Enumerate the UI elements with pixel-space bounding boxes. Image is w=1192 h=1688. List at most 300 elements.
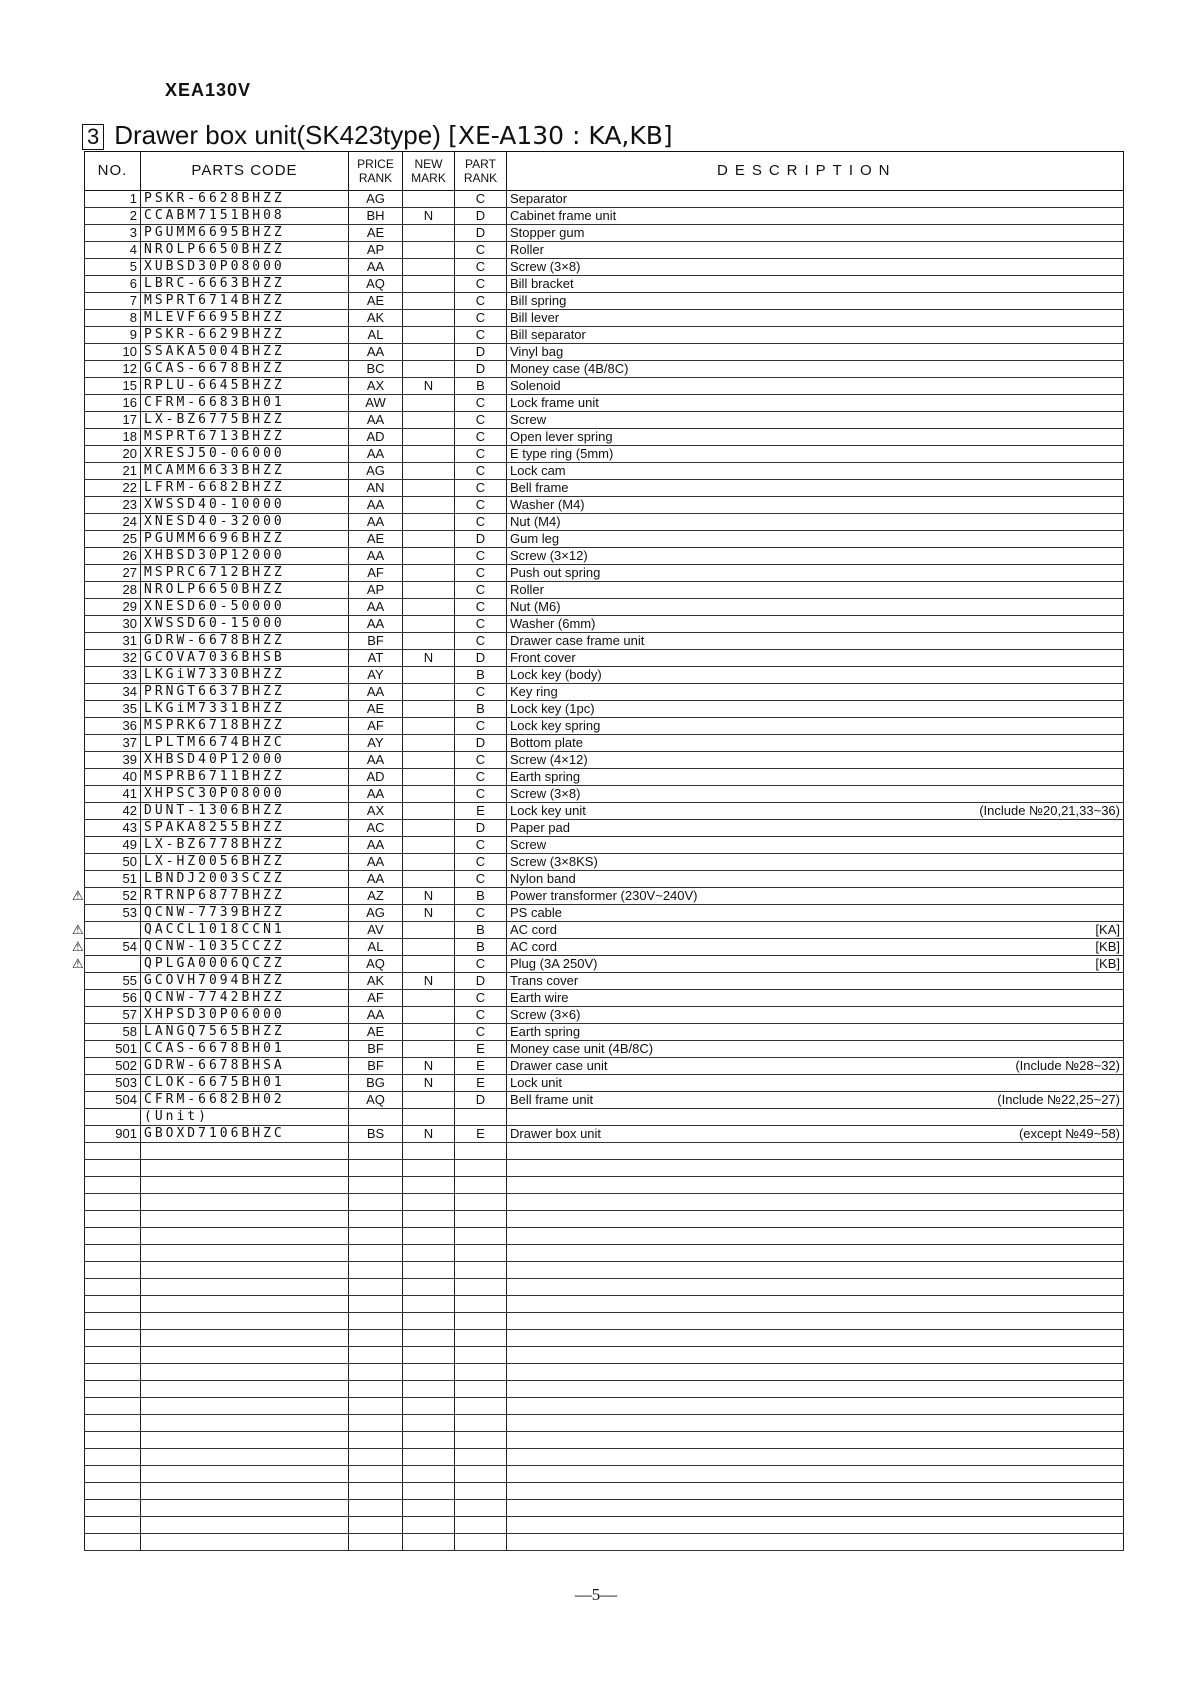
row-description [507,1092,1124,1109]
description-text: Drawer box unit [510,1126,602,1141]
row-parts-code [141,1500,349,1517]
col-price-rank: PRICE RANK [349,152,403,191]
row-parts-code: CFRM-6683BH01 [141,395,349,412]
row-new-mark: N [403,650,455,667]
table-row [85,1211,1124,1228]
row-no: 26 [85,548,141,565]
table-row [85,378,1124,395]
row-part-rank [455,1347,507,1364]
row-no: 502 [85,1058,141,1075]
description-text: Earth wire [510,990,569,1005]
row-new-mark [403,803,455,820]
row-description [507,1296,1124,1313]
row-parts-code: DUNT-1306BHZZ [141,803,349,820]
description-text: Screw (3×8) [510,786,581,801]
row-new-mark [403,752,455,769]
row-no: 4 [85,242,141,259]
table-row [85,582,1124,599]
row-parts-code: GCŌVA7036BHSB [141,650,349,667]
row-price-rank: AP [349,242,403,259]
row-price-rank [349,1347,403,1364]
table-row [85,973,1124,990]
row-description [507,208,1124,225]
row-part-rank: C [455,752,507,769]
row-price-rank: AF [349,990,403,1007]
table-row [85,1432,1124,1449]
row-parts-code [141,1449,349,1466]
row-new-mark [403,1534,455,1551]
row-parts-code: CFRM-6682BH02 [141,1092,349,1109]
row-no: 40 [85,769,141,786]
row-parts-code [141,1279,349,1296]
section-title-text: Drawer box unit(SK423type) [114,120,441,150]
row-no: 9 [85,327,141,344]
description-text: Screw (3×12) [510,548,588,563]
description-text: Washer (M4) [510,497,585,512]
row-no [85,1160,141,1177]
table-row [85,1194,1124,1211]
row-price-rank [349,1296,403,1313]
row-no [85,1228,141,1245]
row-description [507,1279,1124,1296]
description-text: Lock key spring [510,718,601,733]
row-price-rank: AF [349,565,403,582]
row-description [507,1041,1124,1058]
row-part-rank: C [455,497,507,514]
row-new-mark [403,939,455,956]
row-price-rank [349,1330,403,1347]
table-row [85,701,1124,718]
row-price-rank: AY [349,735,403,752]
row-parts-code: QCNW-7739BHZZ [141,905,349,922]
row-description [507,463,1124,480]
row-price-rank: BC [349,361,403,378]
row-no [85,1500,141,1517]
row-description [507,225,1124,242]
description-text: Key ring [510,684,558,699]
row-no [85,1466,141,1483]
description-text: Roller [510,582,544,597]
table-row [85,1143,1124,1160]
row-part-rank: C [455,769,507,786]
row-new-mark [403,1364,455,1381]
row-new-mark: N [403,1075,455,1092]
table-row [85,633,1124,650]
row-parts-code [141,1296,349,1313]
row-part-rank: C [455,718,507,735]
row-no: 25 [85,531,141,548]
row-new-mark [403,1347,455,1364]
row-parts-code: XHPSD30P06000 [141,1007,349,1024]
row-description [507,1313,1124,1330]
row-part-rank [455,1364,507,1381]
row-description [507,1126,1124,1143]
row-part-rank: D [455,1092,507,1109]
description-text: Lock frame unit [510,395,599,410]
row-part-rank [455,1194,507,1211]
page-number: —5— [574,1585,618,1604]
row-new-mark [403,854,455,871]
col-new-mark: NEW MARK [403,152,455,191]
description-text: Screw (3×8KS) [510,854,598,869]
row-no [85,1347,141,1364]
row-description [507,905,1124,922]
row-price-rank: BH [349,208,403,225]
row-description [507,667,1124,684]
table-row [85,1398,1124,1415]
section-model-bracket: [XE-A130 : KA,KB] [448,121,673,150]
row-no: 43 [85,820,141,837]
row-new-mark: N [403,905,455,922]
row-price-rank [349,1364,403,1381]
row-description [507,582,1124,599]
row-no: 1 [85,191,141,208]
row-no [85,1245,141,1262]
table-row [85,1160,1124,1177]
row-parts-code: XHPSC30P08000 [141,786,349,803]
row-no [85,1177,141,1194]
description-text: Push out spring [510,565,601,580]
row-new-mark [403,1177,455,1194]
row-price-rank [349,1211,403,1228]
row-new-mark [403,412,455,429]
row-price-rank: AQ [349,1092,403,1109]
row-description [507,1058,1124,1075]
description-text: Vinyl bag [510,344,564,359]
row-new-mark [403,1262,455,1279]
row-description [507,1075,1124,1092]
row-part-rank: D [455,208,507,225]
row-part-rank: C [455,565,507,582]
row-no: 24 [85,514,141,531]
row-no: 503 [85,1075,141,1092]
row-parts-code: CCABM7151BH08 [141,208,349,225]
row-part-rank [455,1483,507,1500]
row-part-rank [455,1211,507,1228]
row-price-rank [349,1432,403,1449]
table-row [85,1245,1124,1262]
row-price-rank [349,1194,403,1211]
row-new-mark [403,633,455,650]
row-no: 901 [85,1126,141,1143]
description-text: Cabinet frame unit [510,208,617,223]
row-no: 27 [85,565,141,582]
row-no [85,1415,141,1432]
description-note: [KA] [1095,922,1120,937]
row-parts-code: GDRW-6678BHSA [141,1058,349,1075]
row-no: 51 [85,871,141,888]
row-parts-code: XWSSD40-10000 [141,497,349,514]
row-price-rank: AA [349,599,403,616]
section-title [82,120,673,151]
row-description [507,327,1124,344]
row-new-mark [403,1211,455,1228]
model-number: XEA130V [165,80,252,100]
row-parts-code: MSPRC6712BHZZ [141,565,349,582]
description-text: Bell frame unit [510,1092,594,1107]
row-description [507,378,1124,395]
description-text: Open lever spring [510,429,613,444]
row-price-rank [349,1262,403,1279]
row-part-rank [455,1466,507,1483]
table-row [85,820,1124,837]
row-price-rank: AA [349,446,403,463]
row-no: 58 [85,1024,141,1041]
row-part-rank: C [455,463,507,480]
description-text: Drawer case unit [510,1058,608,1073]
row-parts-code: RTRNP6877BHZZ [141,888,349,905]
row-part-rank [455,1432,507,1449]
row-price-rank: AE [349,293,403,310]
description-text: Bill spring [510,293,567,308]
row-price-rank [349,1415,403,1432]
row-description [507,242,1124,259]
table-row [85,208,1124,225]
row-description [507,939,1124,956]
row-price-rank: BF [349,1058,403,1075]
row-part-rank: C [455,616,507,633]
row-price-rank [349,1228,403,1245]
row-price-rank [349,1534,403,1551]
table-row [85,1058,1124,1075]
row-new-mark [403,480,455,497]
row-part-rank: D [455,973,507,990]
row-new-mark [403,565,455,582]
table-row [85,803,1124,820]
row-no [85,1211,141,1228]
row-new-mark [403,1007,455,1024]
row-price-rank: AN [349,480,403,497]
row-no [85,1330,141,1347]
row-new-mark [403,1279,455,1296]
row-parts-code [141,1364,349,1381]
row-description [507,1347,1124,1364]
row-parts-code: QACCL1018CCN1 [141,922,349,939]
row-new-mark [403,1415,455,1432]
row-part-rank: C [455,412,507,429]
row-description [507,769,1124,786]
description-text: AC cord [510,939,557,954]
row-no: 35 [85,701,141,718]
row-no: 22 [85,480,141,497]
row-new-mark [403,1109,455,1126]
row-price-rank: AA [349,684,403,701]
table-row [85,1126,1124,1143]
row-parts-code: MSPRK6718BHZZ [141,718,349,735]
row-price-rank: AL [349,327,403,344]
row-description [507,1007,1124,1024]
row-description [507,548,1124,565]
table-row [85,956,1124,973]
row-price-rank [349,1398,403,1415]
row-parts-code [141,1432,349,1449]
row-parts-code [141,1483,349,1500]
table-row [85,1075,1124,1092]
row-parts-code: MSPRB6711BHZZ [141,769,349,786]
row-parts-code [141,1245,349,1262]
table-row [85,446,1124,463]
row-no: 50 [85,854,141,871]
row-new-mark [403,786,455,803]
table-row [85,854,1124,871]
row-part-rank: E [455,1041,507,1058]
description-text: Money case unit (4B/8C) [510,1041,654,1056]
row-price-rank: AA [349,497,403,514]
row-parts-code: SSAKA5004BHZZ [141,344,349,361]
row-part-rank: C [455,905,507,922]
description-text: Plug (3A 250V) [510,956,598,971]
description-text: Lock cam [510,463,566,478]
table-row [85,1415,1124,1432]
row-price-rank: AA [349,616,403,633]
row-no [85,1381,141,1398]
row-no [85,1262,141,1279]
row-new-mark [403,429,455,446]
table-row [85,276,1124,293]
table-row [85,1296,1124,1313]
row-part-rank: E [455,1075,507,1092]
row-new-mark [403,225,455,242]
row-price-rank: AA [349,412,403,429]
warning-triangle-icon: ⚠ [72,888,84,903]
row-new-mark [403,582,455,599]
row-parts-code: LX-BZ6778BHZZ [141,837,349,854]
row-no: 55 [85,973,141,990]
row-part-rank [455,1330,507,1347]
row-description [507,1398,1124,1415]
description-text: Earth spring [510,1024,581,1039]
row-part-rank: B [455,667,507,684]
row-price-rank: AE [349,531,403,548]
row-part-rank [455,1160,507,1177]
table-row [85,684,1124,701]
row-new-mark [403,1432,455,1449]
row-part-rank [455,1177,507,1194]
table-row [85,1041,1124,1058]
row-part-rank [455,1517,507,1534]
row-new-mark [403,1160,455,1177]
table-row [85,837,1124,854]
row-parts-code [141,1194,349,1211]
row-price-rank: AX [349,378,403,395]
row-price-rank: AT [349,650,403,667]
table-row [85,1109,1124,1126]
row-part-rank: E [455,803,507,820]
table-row [85,1024,1124,1041]
row-price-rank: AA [349,786,403,803]
row-description [507,1109,1124,1126]
table-row [85,361,1124,378]
row-new-mark [403,1228,455,1245]
description-text: Trans cover [510,973,579,988]
row-parts-code [141,1534,349,1551]
row-part-rank [455,1245,507,1262]
row-no: 52 [85,888,141,905]
row-part-rank [455,1313,507,1330]
table-row [85,1483,1124,1500]
row-new-mark [403,701,455,718]
row-parts-code: SPAKA8255BHZZ [141,820,349,837]
row-no: 18 [85,429,141,446]
row-description [507,1194,1124,1211]
table-row [85,769,1124,786]
table-row [85,939,1124,956]
row-part-rank [455,1109,507,1126]
row-no: 49 [85,837,141,854]
row-no: 28 [85,582,141,599]
row-new-mark [403,497,455,514]
row-parts-code [141,1381,349,1398]
description-text: E type ring (5mm) [510,446,614,461]
table-row [85,735,1124,752]
row-no: 41 [85,786,141,803]
row-price-rank: AL [349,939,403,956]
row-part-rank: C [455,429,507,446]
table-row [85,1347,1124,1364]
table-row [85,752,1124,769]
row-no [85,1364,141,1381]
row-description [507,1517,1124,1534]
row-part-rank: E [455,1126,507,1143]
description-text: Bill lever [510,310,560,325]
table-row [85,650,1124,667]
table-row [85,565,1124,582]
table-row [85,514,1124,531]
row-parts-code [141,1143,349,1160]
description-text: Earth spring [510,769,581,784]
row-new-mark [403,922,455,939]
row-no: 12 [85,361,141,378]
row-new-mark [403,1466,455,1483]
row-price-rank: AA [349,344,403,361]
row-new-mark [403,599,455,616]
warning-triangle-icon: ⚠ [72,939,84,954]
row-parts-code: MSPRT6713BHZZ [141,429,349,446]
row-description [507,871,1124,888]
row-new-mark [403,191,455,208]
table-row [85,1381,1124,1398]
row-part-rank: C [455,684,507,701]
row-part-rank [455,1296,507,1313]
description-text: Bill separator [510,327,586,342]
row-parts-code [141,1517,349,1534]
row-no: 5 [85,259,141,276]
row-parts-code [141,1347,349,1364]
row-new-mark: N [403,378,455,395]
table-row [85,395,1124,412]
row-description [507,259,1124,276]
table-row [85,1466,1124,1483]
row-description [507,395,1124,412]
table-row [85,429,1124,446]
row-parts-code [141,1228,349,1245]
row-new-mark [403,531,455,548]
description-text: Nylon band [510,871,576,886]
row-parts-code: NRŌLP6650BHZZ [141,582,349,599]
table-row [85,1534,1124,1551]
row-price-rank: AK [349,973,403,990]
row-no: 3 [85,225,141,242]
row-parts-code: NRŌLP6650BHZZ [141,242,349,259]
row-part-rank: C [455,310,507,327]
table-row [85,497,1124,514]
row-parts-code: GCAS-6678BHZZ [141,361,349,378]
row-part-rank: C [455,259,507,276]
row-description [507,480,1124,497]
row-no [85,1296,141,1313]
row-part-rank: C [455,514,507,531]
row-parts-code: XNESD60-50000 [141,599,349,616]
